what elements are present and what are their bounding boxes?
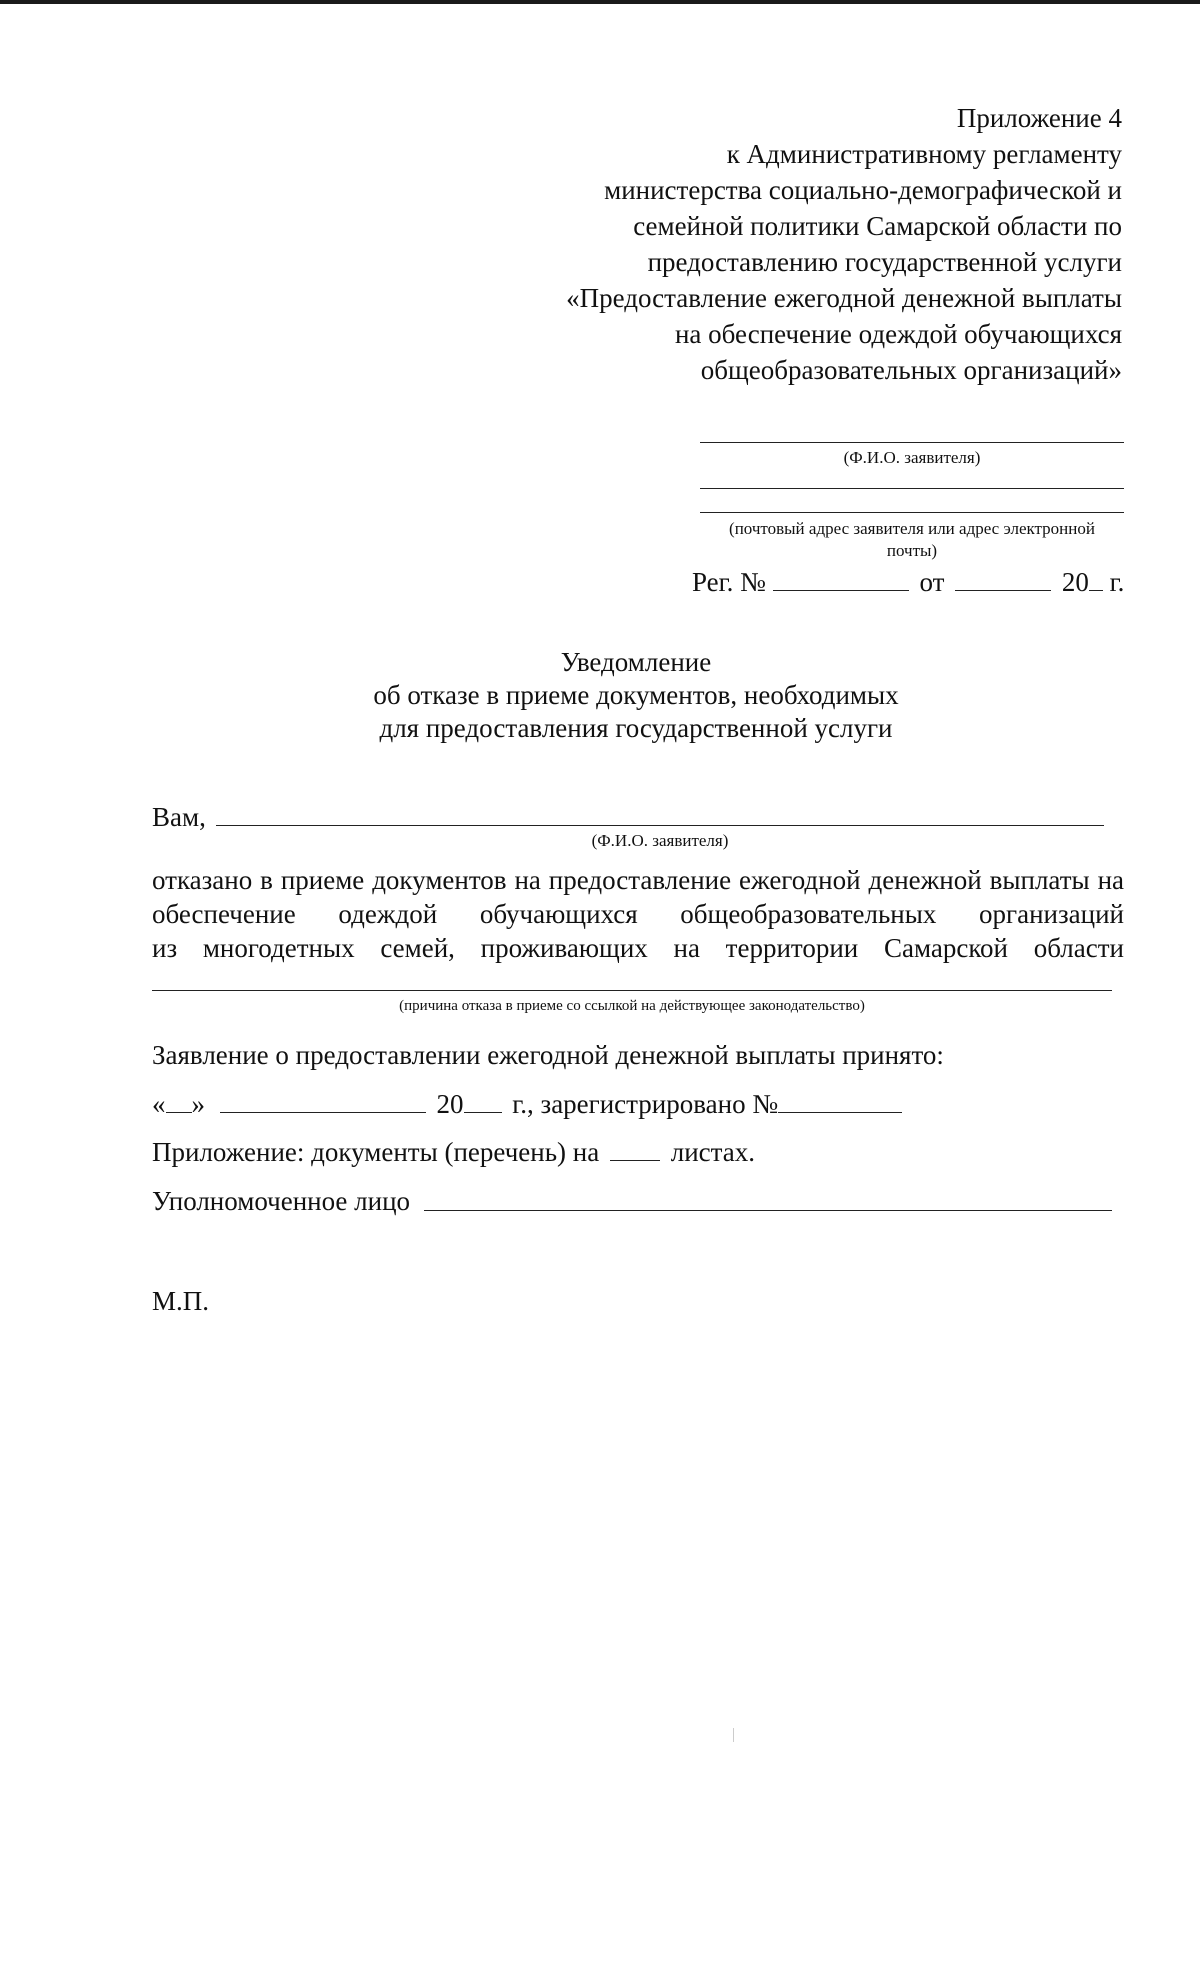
addressee-label: Вам, — [152, 802, 206, 832]
authorized-person-signature-line[interactable] — [424, 1210, 1112, 1211]
appendix-header-line: «Предоставление ежегодной денежной выплаты — [566, 283, 1122, 313]
appendix-header-line: семейной политики Самарской области по — [633, 211, 1122, 241]
registration-number-field[interactable] — [778, 1086, 902, 1113]
date-year-field[interactable] — [464, 1086, 502, 1113]
reg-number-label: Рег. № — [692, 567, 766, 597]
refusal-reason-line[interactable] — [152, 990, 1112, 991]
date-year-prefix: 20 — [436, 1089, 464, 1119]
applicant-fio-line[interactable] — [700, 442, 1124, 443]
notice-title-line: Уведомление — [560, 647, 712, 677]
date-close-quote: » — [191, 1089, 205, 1119]
appendix-header-line: на обеспечение одеждой обучающихся — [674, 319, 1122, 349]
date-registered-label: г., зарегистрировано № — [512, 1089, 779, 1119]
appendix-header — [482, 100, 1122, 388]
applicant-address-line[interactable] — [700, 488, 1124, 489]
appendix-sheets-count-field[interactable] — [610, 1134, 660, 1161]
scan-artifact-mark — [733, 1728, 734, 1742]
applicant-address-line[interactable] — [700, 512, 1124, 513]
applicant-address-caption: (почтовый адрес заявителя или адрес электронной — [729, 519, 1095, 538]
stamp-place-label: М.П. — [152, 1286, 210, 1316]
reg-from-label: от — [919, 567, 945, 597]
registration-line — [692, 564, 1124, 599]
appendix-sheets-prefix: Приложение: документы (перечень) на — [152, 1137, 600, 1167]
date-open-quote: « — [152, 1089, 166, 1119]
appendix-sheets-line — [152, 1134, 755, 1169]
authorized-person-label: Уполномоченное лицо — [152, 1186, 411, 1216]
date-day-field[interactable] — [166, 1086, 192, 1113]
appendix-header-line: Приложение 4 — [956, 103, 1122, 133]
appendix-sheets-suffix: листах. — [670, 1137, 756, 1167]
notice-title-line: об отказе в приеме документов, необходимых — [373, 680, 899, 710]
refusal-reason-caption: (причина отказа в приеме со ссылкой на действующее законодательство) — [399, 998, 865, 1014]
reg-year-prefix: 20 — [1061, 567, 1089, 597]
reg-year-field[interactable] — [1089, 564, 1103, 591]
appendix-header-line: министерства социально-демографической и — [604, 175, 1122, 205]
statement-accepted-text: Заявление о предоставлении ежегодной денежной выплаты принято: — [152, 1040, 944, 1070]
addressee-fio-caption: (Ф.И.О. заявителя) — [591, 831, 729, 850]
refusal-text-line: отказано в приеме документов на предоставление ежегодной денежной выплаты на — [152, 865, 1124, 895]
statement-date-line — [152, 1086, 902, 1121]
refusal-text-line: из многодетных семей, проживающих на территории Самарской области — [152, 933, 1124, 963]
addressee-fio-line[interactable] — [216, 825, 1104, 826]
notice-title — [36, 646, 1200, 745]
reg-number-field[interactable] — [773, 564, 909, 591]
notice-title-line: для предоставления государственной услуги — [379, 713, 893, 743]
appendix-header-line: общеобразовательных организаций» — [700, 355, 1122, 385]
date-month-field[interactable] — [220, 1086, 426, 1113]
applicant-address-caption: почты) — [886, 541, 938, 560]
appendix-header-line: предоставлению государственной услуги — [647, 247, 1122, 277]
reg-year-suffix: г. — [1109, 567, 1125, 597]
applicant-fio-caption: (Ф.И.О. заявителя) — [843, 448, 981, 467]
page-top-border — [0, 0, 1200, 4]
reg-date-field[interactable] — [955, 564, 1051, 591]
refusal-text-line: обеспечение одеждой обучающихся общеобразовательных организаций — [152, 899, 1124, 929]
appendix-header-line: к Административному регламенту — [726, 139, 1122, 169]
